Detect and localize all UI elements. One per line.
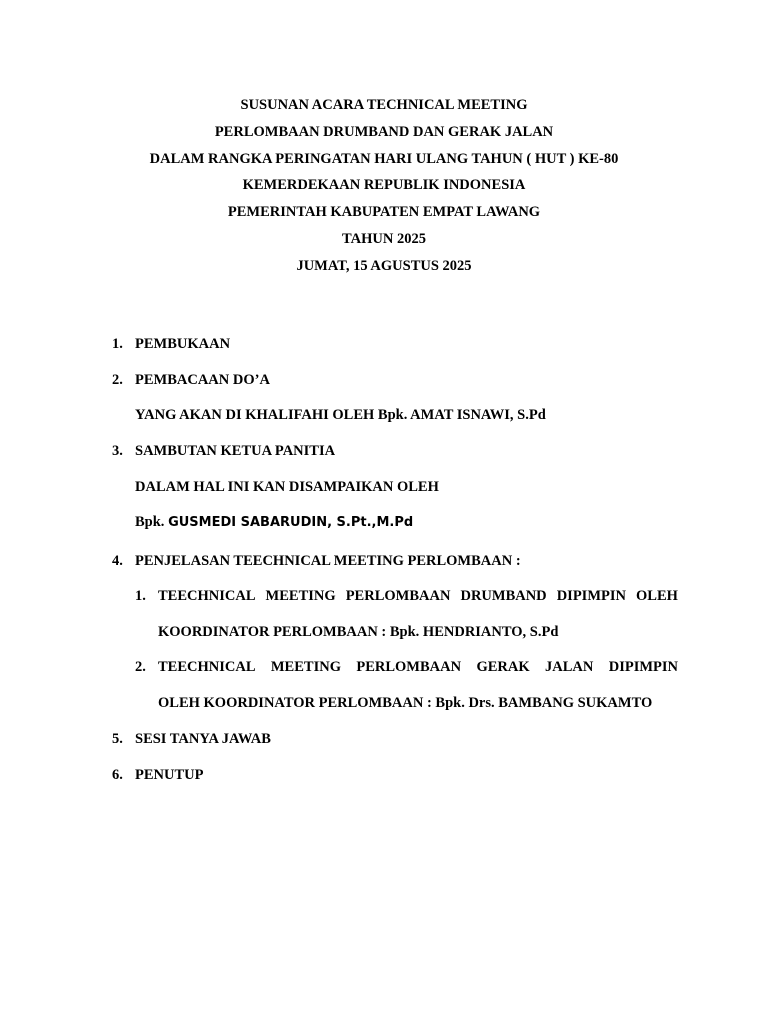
sub-item-word: TEECHNICAL	[158, 588, 256, 604]
sub-item-word: PERLOMBAAN	[356, 659, 462, 675]
title-line-4: KEMERDEKAAN REPUBLIK INDONESIA	[242, 177, 526, 194]
agenda-item-number: 1.	[112, 336, 123, 352]
agenda-item-number: 5.	[112, 731, 123, 747]
title-line-6: TAHUN 2025	[342, 230, 426, 247]
agenda-item-number: 6.	[112, 767, 123, 783]
title-line-3: DALAM RANGKA PERINGATAN HARI ULANG TAHUN ( HUT ) KE-80	[149, 150, 619, 167]
sub-item-1-number: 1.	[135, 588, 146, 604]
agenda-item-text: SAMBUTAN KETUA PANITIA	[135, 443, 336, 459]
sub-item-word: DRUMBAND	[460, 588, 547, 604]
agenda-item-5	[112, 729, 271, 749]
sub-item-word: MEETING	[270, 659, 341, 675]
agenda-item-1	[112, 334, 230, 354]
sub-item-word: PERLOMBAAN	[345, 588, 451, 604]
title-line-1: SUSUNAN ACARA TECHNICAL MEETING	[240, 97, 528, 113]
agenda-item-text: SESI TANYA JAWAB	[135, 731, 271, 747]
sub-item-2-number: 2.	[135, 659, 146, 675]
speaker-name: GUSMEDI SABARUDIN, S.Pt.,M.Pd	[168, 515, 414, 530]
sub-item-1-line	[158, 586, 678, 606]
agenda-item-6	[112, 765, 203, 785]
sub-item-2-line	[158, 657, 678, 677]
sub-item-word: JALAN	[545, 659, 594, 675]
agenda-item-text: PENUTUP	[135, 767, 204, 783]
sub-item-1-continuation: KOORDINATOR PERLOMBAAN : Bpk. HENDRIANTO, S.Pd	[158, 624, 559, 640]
title-line-7: JUMAT, 15 AGUSTUS 2025	[296, 257, 472, 274]
agenda-item-number: 2.	[112, 372, 123, 388]
sub-item-word: DIPIMPIN	[608, 659, 678, 675]
agenda-item-text: PEMBACAAN DO’A	[135, 372, 270, 388]
speaker-prefix: Bpk.	[135, 514, 169, 530]
sub-item-word: DIPIMPIN	[556, 588, 626, 604]
agenda-item-number: 3.	[112, 443, 123, 459]
agenda-item-text: PENJELASAN TEECHNICAL MEETING PERLOMBAAN :	[135, 553, 521, 569]
title-line-2: PERLOMBAAN DRUMBAND DAN GERAK JALAN	[214, 123, 554, 140]
agenda-item-number: 4.	[112, 553, 123, 569]
agenda-item-2-detail: YANG AKAN DI KHALIFAHI OLEH Bpk. AMAT ISNAWI, S.Pd	[135, 407, 546, 423]
sub-item-word: OLEH	[636, 588, 678, 604]
agenda-item-2	[112, 370, 270, 390]
agenda-item-3-detail: DALAM HAL INI KAN DISAMPAIKAN OLEH	[135, 479, 439, 495]
sub-item-2-continuation: OLEH KOORDINATOR PERLOMBAAN : Bpk. Drs. BAMBANG SUKAMTO	[158, 695, 653, 711]
title-line-5: PEMERINTAH KABUPATEN EMPAT LAWANG	[227, 204, 541, 221]
agenda-item-4	[112, 551, 521, 571]
sub-item-word: GERAK	[476, 659, 530, 675]
sub-item-word: TEECHNICAL	[158, 659, 256, 675]
agenda-item-3-speaker	[135, 512, 413, 533]
agenda-item-text: PEMBUKAAN	[135, 336, 231, 352]
sub-item-word: MEETING	[265, 588, 336, 604]
agenda-item-3	[112, 441, 335, 461]
document-title-block	[0, 92, 768, 280]
